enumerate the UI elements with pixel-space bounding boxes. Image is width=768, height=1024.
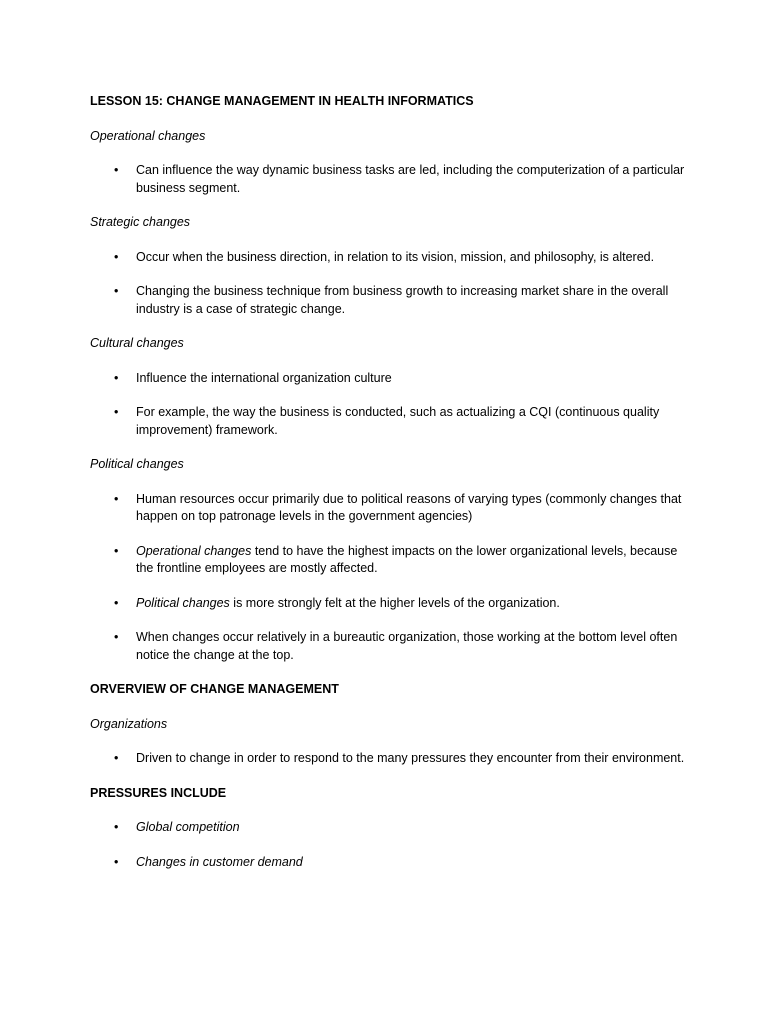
list-item: [90, 543, 690, 578]
bullet-icon: •: [114, 370, 119, 385]
list-item: [90, 595, 690, 613]
bullet-icon: •: [114, 595, 119, 610]
list-item: [90, 283, 690, 318]
list-item-text: [136, 544, 677, 576]
emphasis-text: Operational changes: [136, 543, 252, 558]
list-item-rest: tend to have the highest impacts on the lower organizational levels, because the frontline employees are mostly affected.: [136, 543, 678, 575]
list-item: [90, 370, 690, 388]
list-item-text: When changes occur relatively in a bureautic organization, those working at the bottom level often notice the change at the top.: [136, 630, 678, 662]
emphasis-text: Political changes: [136, 595, 230, 610]
list-item-text: Can influence the way dynamic business tasks are led, including the computerization of a particular business segment.: [136, 163, 685, 195]
section-heading-strategic: Strategic changes: [90, 215, 191, 229]
bullet-icon: •: [114, 543, 119, 558]
pressures-list: [90, 819, 690, 871]
bullet-icon: •: [114, 630, 119, 644]
list-item: [90, 750, 690, 768]
cultural-list: [90, 370, 690, 440]
list-item-text: Influence the international organization culture: [136, 370, 392, 385]
bullet-icon: •: [114, 163, 119, 177]
list-item-text: Global competition: [136, 820, 240, 834]
list-item-text: Occur when the business direction, in relation to its vision, mission, and philosophy, is altered.: [136, 249, 655, 264]
list-item: [90, 491, 690, 526]
bullet-icon: •: [114, 405, 119, 419]
list-item: [90, 162, 690, 197]
section-heading-operational: Operational changes: [90, 128, 206, 143]
bullet-icon: •: [114, 854, 119, 869]
list-item: [90, 819, 690, 837]
section-heading-organizations: Organizations: [90, 716, 168, 731]
section-heading-pressures: PRESSURES INCLUDE: [90, 785, 227, 800]
list-item-text: [136, 596, 560, 610]
organizations-list: [90, 750, 690, 768]
list-item-text: Changes in customer demand: [136, 854, 303, 869]
operational-list: [90, 162, 690, 197]
list-item-rest: is more strongly felt at the higher levels of the organization.: [229, 595, 560, 610]
bullet-icon: •: [114, 491, 119, 506]
list-item-text: Human resources occur primarily due to political reasons of varying types (commonly changes that happen on top patronage levels in the government agencies): [136, 491, 682, 523]
list-item: [90, 629, 690, 664]
section-heading-overview: ORVERVIEW OF CHANGE MANAGEMENT: [90, 682, 339, 696]
section-heading-cultural: Cultural changes: [90, 336, 184, 350]
list-item-text: Changing the business technique from business growth to increasing market share in the overall industry is a case of strategic change.: [136, 284, 669, 316]
section-heading-political: Political changes: [90, 457, 184, 471]
list-item: [90, 249, 690, 267]
document-page: [90, 93, 690, 871]
bullet-icon: •: [114, 820, 119, 834]
strategic-list: [90, 249, 690, 319]
bullet-icon: •: [114, 751, 119, 765]
bullet-icon: •: [114, 249, 119, 264]
lesson-title: LESSON 15: CHANGE MANAGEMENT IN HEALTH INFORMATICS: [90, 94, 474, 108]
list-item-text: Driven to change in order to respond to the many pressures they encounter from their environment.: [136, 751, 685, 765]
bullet-icon: •: [114, 284, 119, 298]
list-item-text: For example, the way the business is conducted, such as actualizing a CQI (continuous quality improvement) framework.: [136, 405, 660, 437]
political-list: [90, 491, 690, 665]
list-item: [90, 854, 690, 872]
list-item: [90, 404, 690, 439]
